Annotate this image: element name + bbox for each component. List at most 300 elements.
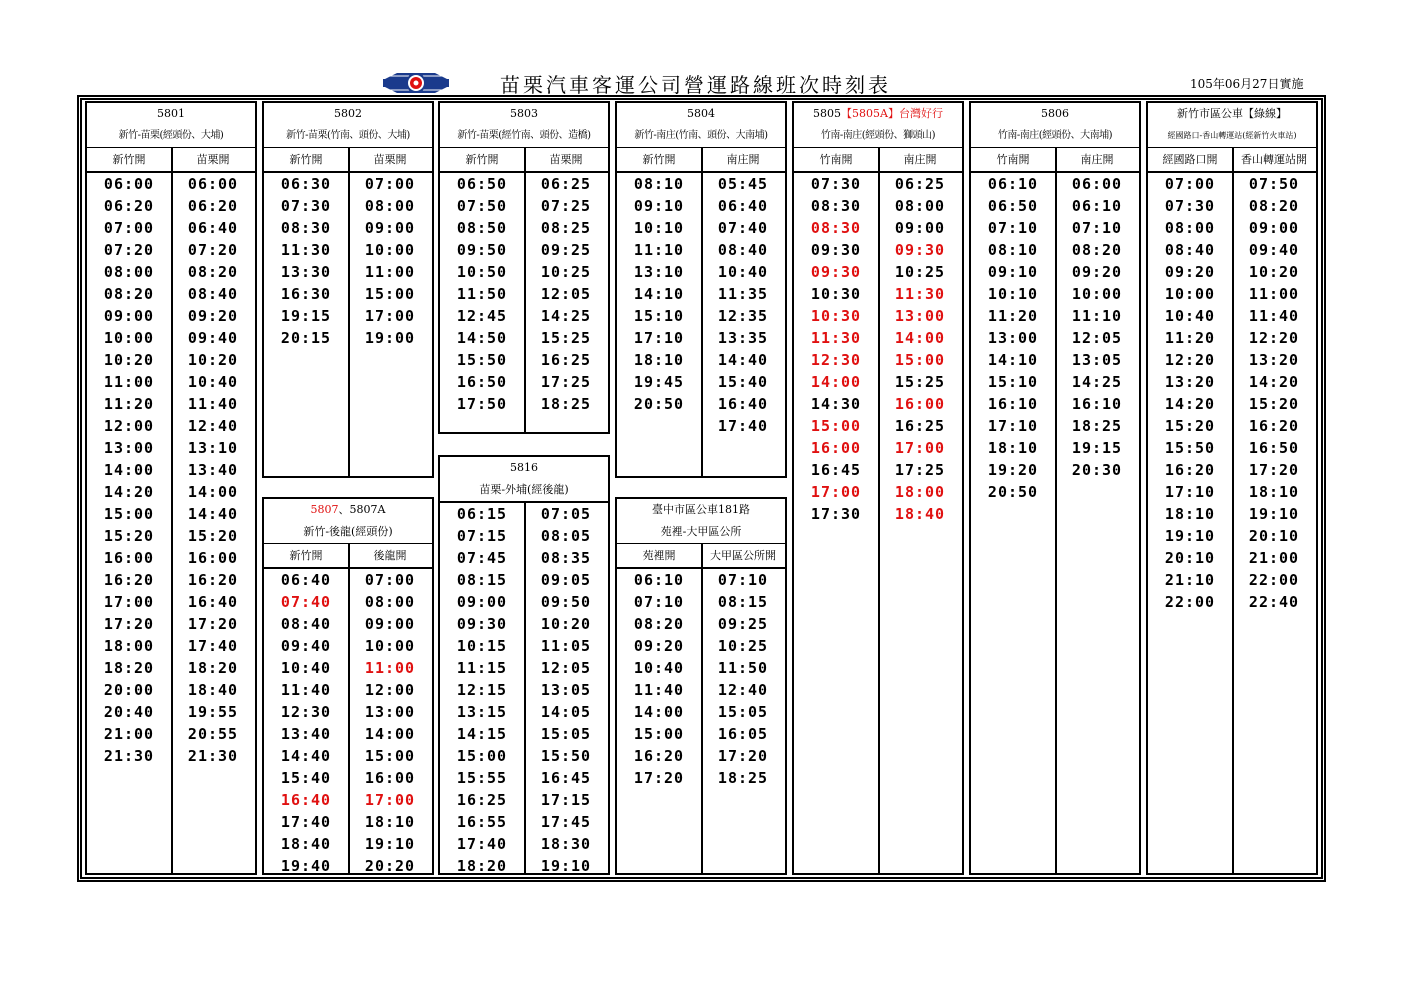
departure-time: 13:00 bbox=[364, 703, 416, 721]
departure-time: 08:20 bbox=[1071, 241, 1123, 259]
departure-time: 20:10 bbox=[1164, 549, 1216, 567]
departure-time: 14:20 bbox=[1248, 373, 1300, 391]
departure-time: 09:00 bbox=[364, 615, 416, 633]
column-header: 南庄開 bbox=[1080, 153, 1114, 166]
route-number bbox=[617, 103, 785, 125]
departure-time: 09:25 bbox=[540, 241, 592, 259]
departure-time: 08:35 bbox=[540, 549, 592, 567]
departure-time: 10:00 bbox=[364, 637, 416, 655]
departure-time: 17:45 bbox=[540, 813, 592, 831]
departure-time: 11:35 bbox=[717, 285, 769, 303]
departure-time: 06:40 bbox=[187, 219, 239, 237]
route-number-label: 5816 bbox=[510, 461, 538, 474]
departure-time: 15:00 bbox=[364, 747, 416, 765]
route-number bbox=[440, 457, 608, 479]
departure-time: 09:50 bbox=[540, 593, 592, 611]
suffix-route: 5805A bbox=[852, 107, 888, 120]
departure-time: 16:20 bbox=[633, 747, 685, 765]
route-description: 竹南-南庄(經頭份、大南埔) bbox=[997, 130, 1113, 141]
departure-time: 17:25 bbox=[540, 373, 592, 391]
departure-time: 17:00 bbox=[364, 791, 416, 809]
departure-time: 16:25 bbox=[894, 417, 946, 435]
route-number bbox=[440, 103, 608, 125]
departure-time: 13:40 bbox=[280, 725, 332, 743]
departure-time: 10:00 bbox=[364, 241, 416, 259]
route-number-label: 5801 bbox=[157, 107, 185, 120]
departure-time: 14:40 bbox=[717, 351, 769, 369]
departure-time: 16:45 bbox=[810, 461, 862, 479]
departure-time: 14:40 bbox=[280, 747, 332, 765]
departure-time: 06:00 bbox=[1071, 175, 1123, 193]
departure-time: 19:15 bbox=[280, 307, 332, 325]
departure-time: 18:20 bbox=[103, 659, 155, 677]
departure-time: 08:00 bbox=[103, 263, 155, 281]
departure-time: 20:55 bbox=[187, 725, 239, 743]
departure-time: 10:15 bbox=[456, 637, 508, 655]
route-table-5804 bbox=[615, 101, 787, 478]
departure-time: 11:00 bbox=[103, 373, 155, 391]
departure-time: 16:10 bbox=[1071, 395, 1123, 413]
departure-time: 11:40 bbox=[1248, 307, 1300, 325]
departure-time: 09:00 bbox=[364, 219, 416, 237]
departure-time: 11:30 bbox=[280, 241, 332, 259]
departure-time: 12:40 bbox=[717, 681, 769, 699]
departure-time: 14:10 bbox=[633, 285, 685, 303]
departure-time: 12:05 bbox=[1071, 329, 1123, 347]
departure-time: 07:00 bbox=[364, 175, 416, 193]
departure-time: 16:40 bbox=[717, 395, 769, 413]
departure-time: 08:30 bbox=[810, 219, 862, 237]
departure-time: 20:50 bbox=[633, 395, 685, 413]
departure-time: 19:45 bbox=[633, 373, 685, 391]
departure-time: 06:25 bbox=[540, 175, 592, 193]
departure-time: 15:20 bbox=[1248, 395, 1300, 413]
departure-time: 15:20 bbox=[103, 527, 155, 545]
departure-time: 10:25 bbox=[717, 637, 769, 655]
departure-time: 17:40 bbox=[717, 417, 769, 435]
departure-time: 10:40 bbox=[633, 659, 685, 677]
departure-time: 08:00 bbox=[894, 197, 946, 215]
route-number bbox=[264, 499, 432, 521]
departure-time: 08:10 bbox=[633, 175, 685, 193]
departure-time: 18:10 bbox=[987, 439, 1039, 457]
departure-time: 14:50 bbox=[456, 329, 508, 347]
departure-time: 14:25 bbox=[1071, 373, 1123, 391]
departure-time: 17:50 bbox=[456, 395, 508, 413]
route-number-label: 5804 bbox=[687, 107, 715, 120]
route-table-5807 bbox=[262, 497, 434, 875]
departure-time: 18:20 bbox=[456, 857, 508, 875]
departure-time: 13:00 bbox=[103, 439, 155, 457]
departure-time: 07:45 bbox=[456, 549, 508, 567]
departure-time: 09:40 bbox=[280, 637, 332, 655]
column-header: 香山轉運站開 bbox=[1241, 153, 1307, 166]
departure-time: 15:05 bbox=[540, 725, 592, 743]
departure-time: 07:00 bbox=[364, 571, 416, 589]
departure-time: 09:00 bbox=[456, 593, 508, 611]
departure-time: 07:20 bbox=[187, 241, 239, 259]
route-number-label: 5802 bbox=[334, 107, 362, 120]
departure-time: 16:10 bbox=[987, 395, 1039, 413]
departure-time: 11:50 bbox=[717, 659, 769, 677]
route-number bbox=[971, 103, 1139, 125]
departure-time: 18:00 bbox=[894, 483, 946, 501]
departure-time: 11:20 bbox=[1164, 329, 1216, 347]
departure-time: 14:05 bbox=[540, 703, 592, 721]
departure-time: 06:50 bbox=[456, 175, 508, 193]
departure-time: 08:15 bbox=[456, 571, 508, 589]
departure-time: 18:10 bbox=[633, 351, 685, 369]
departure-time: 19:10 bbox=[1164, 527, 1216, 545]
departure-time: 11:50 bbox=[456, 285, 508, 303]
departure-time: 14:00 bbox=[810, 373, 862, 391]
departure-time: 06:10 bbox=[987, 175, 1039, 193]
departure-time: 12:45 bbox=[456, 307, 508, 325]
suffix-bracket: 】 bbox=[887, 107, 899, 120]
column-header: 新竹開 bbox=[289, 153, 323, 166]
departure-time: 09:50 bbox=[456, 241, 508, 259]
departure-time: 10:25 bbox=[540, 263, 592, 281]
departure-time: 20:30 bbox=[1071, 461, 1123, 479]
effective-date: 105年06月27日實施 bbox=[1190, 77, 1304, 91]
departure-time: 11:05 bbox=[540, 637, 592, 655]
departure-time: 06:25 bbox=[894, 175, 946, 193]
departure-time: 09:10 bbox=[987, 263, 1039, 281]
departure-time: 06:40 bbox=[280, 571, 332, 589]
departure-time: 14:15 bbox=[456, 725, 508, 743]
departure-time: 18:00 bbox=[103, 637, 155, 655]
departure-time: 19:15 bbox=[1071, 439, 1123, 457]
column-header: 大甲區公所開 bbox=[710, 549, 776, 562]
departure-time: 09:25 bbox=[717, 615, 769, 633]
departure-time: 11:30 bbox=[894, 285, 946, 303]
departure-time: 17:40 bbox=[280, 813, 332, 831]
column-header: 竹南開 bbox=[996, 153, 1030, 166]
departure-time: 10:10 bbox=[987, 285, 1039, 303]
departure-time: 16:25 bbox=[540, 351, 592, 369]
departure-time: 11:10 bbox=[1071, 307, 1123, 325]
route-table-5802 bbox=[262, 101, 434, 478]
departure-time: 17:20 bbox=[103, 615, 155, 633]
departure-time: 19:10 bbox=[364, 835, 416, 853]
departure-time: 15:50 bbox=[540, 747, 592, 765]
departure-time: 15:00 bbox=[810, 417, 862, 435]
departure-time: 08:20 bbox=[103, 285, 155, 303]
departure-time: 14:00 bbox=[103, 461, 155, 479]
departure-time: 11:20 bbox=[103, 395, 155, 413]
departure-time: 07:40 bbox=[717, 219, 769, 237]
column-header: 苑裡開 bbox=[642, 549, 676, 562]
departure-time: 15:25 bbox=[540, 329, 592, 347]
departure-time: 06:20 bbox=[103, 197, 155, 215]
departure-time: 17:20 bbox=[633, 769, 685, 787]
departure-time: 15:00 bbox=[633, 725, 685, 743]
departure-time: 10:20 bbox=[1248, 263, 1300, 281]
departure-time: 18:40 bbox=[187, 681, 239, 699]
departure-time: 13:20 bbox=[1164, 373, 1216, 391]
departure-time: 06:15 bbox=[456, 505, 508, 523]
route-number-label: 5807 bbox=[310, 503, 339, 516]
departure-time: 15:10 bbox=[987, 373, 1039, 391]
departure-time: 10:40 bbox=[717, 263, 769, 281]
departure-time: 08:30 bbox=[810, 197, 862, 215]
departure-time: 08:25 bbox=[540, 219, 592, 237]
route-number bbox=[794, 103, 962, 125]
departure-time: 13:40 bbox=[187, 461, 239, 479]
departure-time: 08:10 bbox=[987, 241, 1039, 259]
departure-time: 16:20 bbox=[1164, 461, 1216, 479]
departure-time: 18:20 bbox=[187, 659, 239, 677]
departure-time: 06:20 bbox=[187, 197, 239, 215]
departure-time: 07:10 bbox=[633, 593, 685, 611]
departure-time: 09:30 bbox=[810, 263, 862, 281]
departure-time: 09:05 bbox=[540, 571, 592, 589]
departure-time: 14:00 bbox=[187, 483, 239, 501]
departure-time: 13:00 bbox=[987, 329, 1039, 347]
departure-time: 16:20 bbox=[187, 571, 239, 589]
departure-time: 15:55 bbox=[456, 769, 508, 787]
departure-time: 22:00 bbox=[1248, 571, 1300, 589]
departure-time: 19:00 bbox=[364, 329, 416, 347]
departure-time: 16:50 bbox=[456, 373, 508, 391]
departure-time: 17:00 bbox=[364, 307, 416, 325]
departure-time: 19:40 bbox=[280, 857, 332, 875]
route-number bbox=[617, 499, 785, 521]
departure-time: 09:30 bbox=[894, 241, 946, 259]
departure-time: 09:00 bbox=[894, 219, 946, 237]
column-header: 新竹開 bbox=[465, 153, 499, 166]
departure-time: 16:45 bbox=[540, 769, 592, 787]
departure-time: 17:10 bbox=[987, 417, 1039, 435]
departure-time: 06:00 bbox=[187, 175, 239, 193]
column-header: 苗栗開 bbox=[549, 153, 583, 166]
column-header: 苗栗開 bbox=[373, 153, 407, 166]
departure-time: 08:30 bbox=[280, 219, 332, 237]
departure-time: 13:05 bbox=[1071, 351, 1123, 369]
departure-time: 20:10 bbox=[1248, 527, 1300, 545]
column-header: 新竹開 bbox=[112, 153, 146, 166]
route-description: 新竹-後龍(經頭份) bbox=[303, 525, 393, 538]
departure-time: 16:30 bbox=[280, 285, 332, 303]
departure-time: 15:50 bbox=[1164, 439, 1216, 457]
departure-time: 14:20 bbox=[103, 483, 155, 501]
column-header: 苗栗開 bbox=[196, 153, 230, 166]
departure-time: 16:00 bbox=[103, 549, 155, 567]
departure-time: 14:30 bbox=[810, 395, 862, 413]
departure-time: 08:00 bbox=[364, 197, 416, 215]
route-number-label: 5803 bbox=[510, 107, 538, 120]
departure-time: 18:40 bbox=[280, 835, 332, 853]
route-description: 經國路口-香山轉運站(經新竹火車站) bbox=[1167, 131, 1297, 140]
departure-time: 17:20 bbox=[187, 615, 239, 633]
departure-time: 11:40 bbox=[633, 681, 685, 699]
departure-time: 08:40 bbox=[1164, 241, 1216, 259]
departure-time: 09:20 bbox=[633, 637, 685, 655]
route-table-5803 bbox=[438, 101, 610, 434]
departure-time: 11:40 bbox=[187, 395, 239, 413]
departure-time: 10:40 bbox=[280, 659, 332, 677]
departure-time: 10:30 bbox=[810, 285, 862, 303]
departure-time: 14:10 bbox=[987, 351, 1039, 369]
departure-time: 17:20 bbox=[1248, 461, 1300, 479]
column-header: 新竹開 bbox=[642, 153, 676, 166]
column-header: 竹南開 bbox=[819, 153, 853, 166]
departure-time: 14:00 bbox=[633, 703, 685, 721]
departure-time: 20:40 bbox=[103, 703, 155, 721]
departure-time: 13:35 bbox=[717, 329, 769, 347]
route-description: 苑裡-大甲區公所 bbox=[660, 525, 742, 538]
column-header: 後龍開 bbox=[373, 549, 407, 562]
departure-time: 09:00 bbox=[103, 307, 155, 325]
departure-time: 12:35 bbox=[717, 307, 769, 325]
departure-time: 09:40 bbox=[187, 329, 239, 347]
departure-time: 09:00 bbox=[1248, 219, 1300, 237]
departure-time: 15:00 bbox=[894, 351, 946, 369]
departure-time: 09:20 bbox=[187, 307, 239, 325]
departure-time: 14:20 bbox=[1164, 395, 1216, 413]
departure-time: 15:10 bbox=[633, 307, 685, 325]
departure-time: 07:15 bbox=[456, 527, 508, 545]
departure-time: 12:20 bbox=[1164, 351, 1216, 369]
departure-time: 08:00 bbox=[364, 593, 416, 611]
departure-time: 16:25 bbox=[456, 791, 508, 809]
departure-time: 16:55 bbox=[456, 813, 508, 831]
route-description: 新竹-苗栗(經竹南、頭份、造橋) bbox=[457, 130, 591, 141]
departure-time: 18:10 bbox=[1164, 505, 1216, 523]
route-number bbox=[264, 103, 432, 125]
departure-time: 09:40 bbox=[1248, 241, 1300, 259]
departure-time: 07:10 bbox=[1071, 219, 1123, 237]
departure-time: 10:30 bbox=[810, 307, 862, 325]
route-table-5801 bbox=[85, 101, 257, 875]
route-number-label: 臺中市區公車181路 bbox=[652, 503, 750, 516]
route-number-label: 5805 bbox=[813, 107, 842, 120]
departure-time: 16:20 bbox=[103, 571, 155, 589]
route-number-label: 5806 bbox=[1041, 107, 1069, 120]
departure-time: 15:25 bbox=[894, 373, 946, 391]
departure-time: 10:00 bbox=[1071, 285, 1123, 303]
departure-time: 14:00 bbox=[894, 329, 946, 347]
departure-time: 11:00 bbox=[1248, 285, 1300, 303]
departure-time: 17:30 bbox=[810, 505, 862, 523]
departure-time: 08:00 bbox=[1164, 219, 1216, 237]
departure-time: 08:20 bbox=[187, 263, 239, 281]
suffix-label: 台灣好行 bbox=[898, 107, 943, 120]
route-table-5816 bbox=[438, 455, 610, 875]
departure-time: 19:10 bbox=[1248, 505, 1300, 523]
departure-time: 13:00 bbox=[894, 307, 946, 325]
route-description: 新竹-苗栗(竹南、頭份、大埔) bbox=[286, 130, 410, 141]
departure-time: 07:40 bbox=[280, 593, 332, 611]
departure-time: 14:40 bbox=[187, 505, 239, 523]
route-number-suffix: 、5807A bbox=[338, 503, 386, 516]
departure-time: 10:40 bbox=[187, 373, 239, 391]
route-number-suffix bbox=[841, 107, 943, 120]
departure-time: 16:00 bbox=[894, 395, 946, 413]
departure-time: 16:50 bbox=[1248, 439, 1300, 457]
departure-time: 11:15 bbox=[456, 659, 508, 677]
departure-time: 08:40 bbox=[717, 241, 769, 259]
departure-time: 10:50 bbox=[456, 263, 508, 281]
departure-time: 05:45 bbox=[717, 175, 769, 193]
departure-time: 17:40 bbox=[187, 637, 239, 655]
departure-time: 12:30 bbox=[280, 703, 332, 721]
route-number bbox=[87, 103, 255, 125]
departure-time: 18:10 bbox=[1248, 483, 1300, 501]
departure-time: 19:55 bbox=[187, 703, 239, 721]
departure-time: 22:40 bbox=[1248, 593, 1300, 611]
route-table-green bbox=[1146, 101, 1318, 875]
departure-time: 11:20 bbox=[987, 307, 1039, 325]
column-header: 新竹開 bbox=[289, 549, 323, 562]
departure-time: 07:50 bbox=[456, 197, 508, 215]
departure-time: 16:20 bbox=[1248, 417, 1300, 435]
departure-time: 15:00 bbox=[103, 505, 155, 523]
departure-time: 15:20 bbox=[187, 527, 239, 545]
route-table-5805 bbox=[792, 101, 964, 875]
departure-time: 15:40 bbox=[280, 769, 332, 787]
departure-time: 13:20 bbox=[1248, 351, 1300, 369]
departure-time: 16:05 bbox=[717, 725, 769, 743]
company-logo-icon bbox=[383, 70, 449, 96]
departure-time: 17:00 bbox=[103, 593, 155, 611]
departure-time: 08:20 bbox=[633, 615, 685, 633]
departure-time: 11:00 bbox=[364, 659, 416, 677]
departure-time: 07:30 bbox=[280, 197, 332, 215]
route-table-181 bbox=[615, 497, 787, 875]
departure-time: 18:40 bbox=[894, 505, 946, 523]
departure-time: 11:30 bbox=[810, 329, 862, 347]
departure-time: 07:00 bbox=[1164, 175, 1216, 193]
departure-time: 15:00 bbox=[456, 747, 508, 765]
route-description: 竹南-南庄(經頭份、獅頭山) bbox=[820, 130, 936, 141]
departure-time: 17:00 bbox=[810, 483, 862, 501]
departure-time: 13:15 bbox=[456, 703, 508, 721]
departure-time: 16:00 bbox=[364, 769, 416, 787]
departure-time: 17:25 bbox=[894, 461, 946, 479]
departure-time: 20:15 bbox=[280, 329, 332, 347]
departure-time: 11:40 bbox=[280, 681, 332, 699]
departure-time: 06:00 bbox=[103, 175, 155, 193]
departure-time: 15:00 bbox=[364, 285, 416, 303]
departure-time: 18:10 bbox=[364, 813, 416, 831]
departure-time: 12:15 bbox=[456, 681, 508, 699]
departure-time: 17:10 bbox=[1164, 483, 1216, 501]
suffix-bracket: 【 bbox=[841, 107, 853, 120]
departure-time: 19:10 bbox=[540, 857, 592, 875]
departure-time: 17:00 bbox=[894, 439, 946, 457]
departure-time: 13:05 bbox=[540, 681, 592, 699]
departure-time: 09:30 bbox=[810, 241, 862, 259]
departure-time: 10:00 bbox=[103, 329, 155, 347]
route-description: 新竹-苗栗(經頭份、大埔) bbox=[118, 130, 224, 141]
departure-time: 10:20 bbox=[103, 351, 155, 369]
departure-time: 21:00 bbox=[1248, 549, 1300, 567]
column-header: 南庄開 bbox=[903, 153, 937, 166]
page-title: 苗栗汽車客運公司營運路線班次時刻表 bbox=[500, 73, 891, 97]
departure-time: 17:40 bbox=[456, 835, 508, 853]
column-header: 經國路口開 bbox=[1162, 153, 1218, 166]
departure-time: 18:25 bbox=[717, 769, 769, 787]
departure-time: 08:40 bbox=[280, 615, 332, 633]
route-description: 苗栗-外埔(經後龍) bbox=[479, 483, 569, 496]
departure-time: 07:50 bbox=[1248, 175, 1300, 193]
departure-time: 07:10 bbox=[717, 571, 769, 589]
departure-time: 12:30 bbox=[810, 351, 862, 369]
departure-time: 18:25 bbox=[1071, 417, 1123, 435]
departure-time: 20:20 bbox=[364, 857, 416, 875]
departure-time: 14:25 bbox=[540, 307, 592, 325]
